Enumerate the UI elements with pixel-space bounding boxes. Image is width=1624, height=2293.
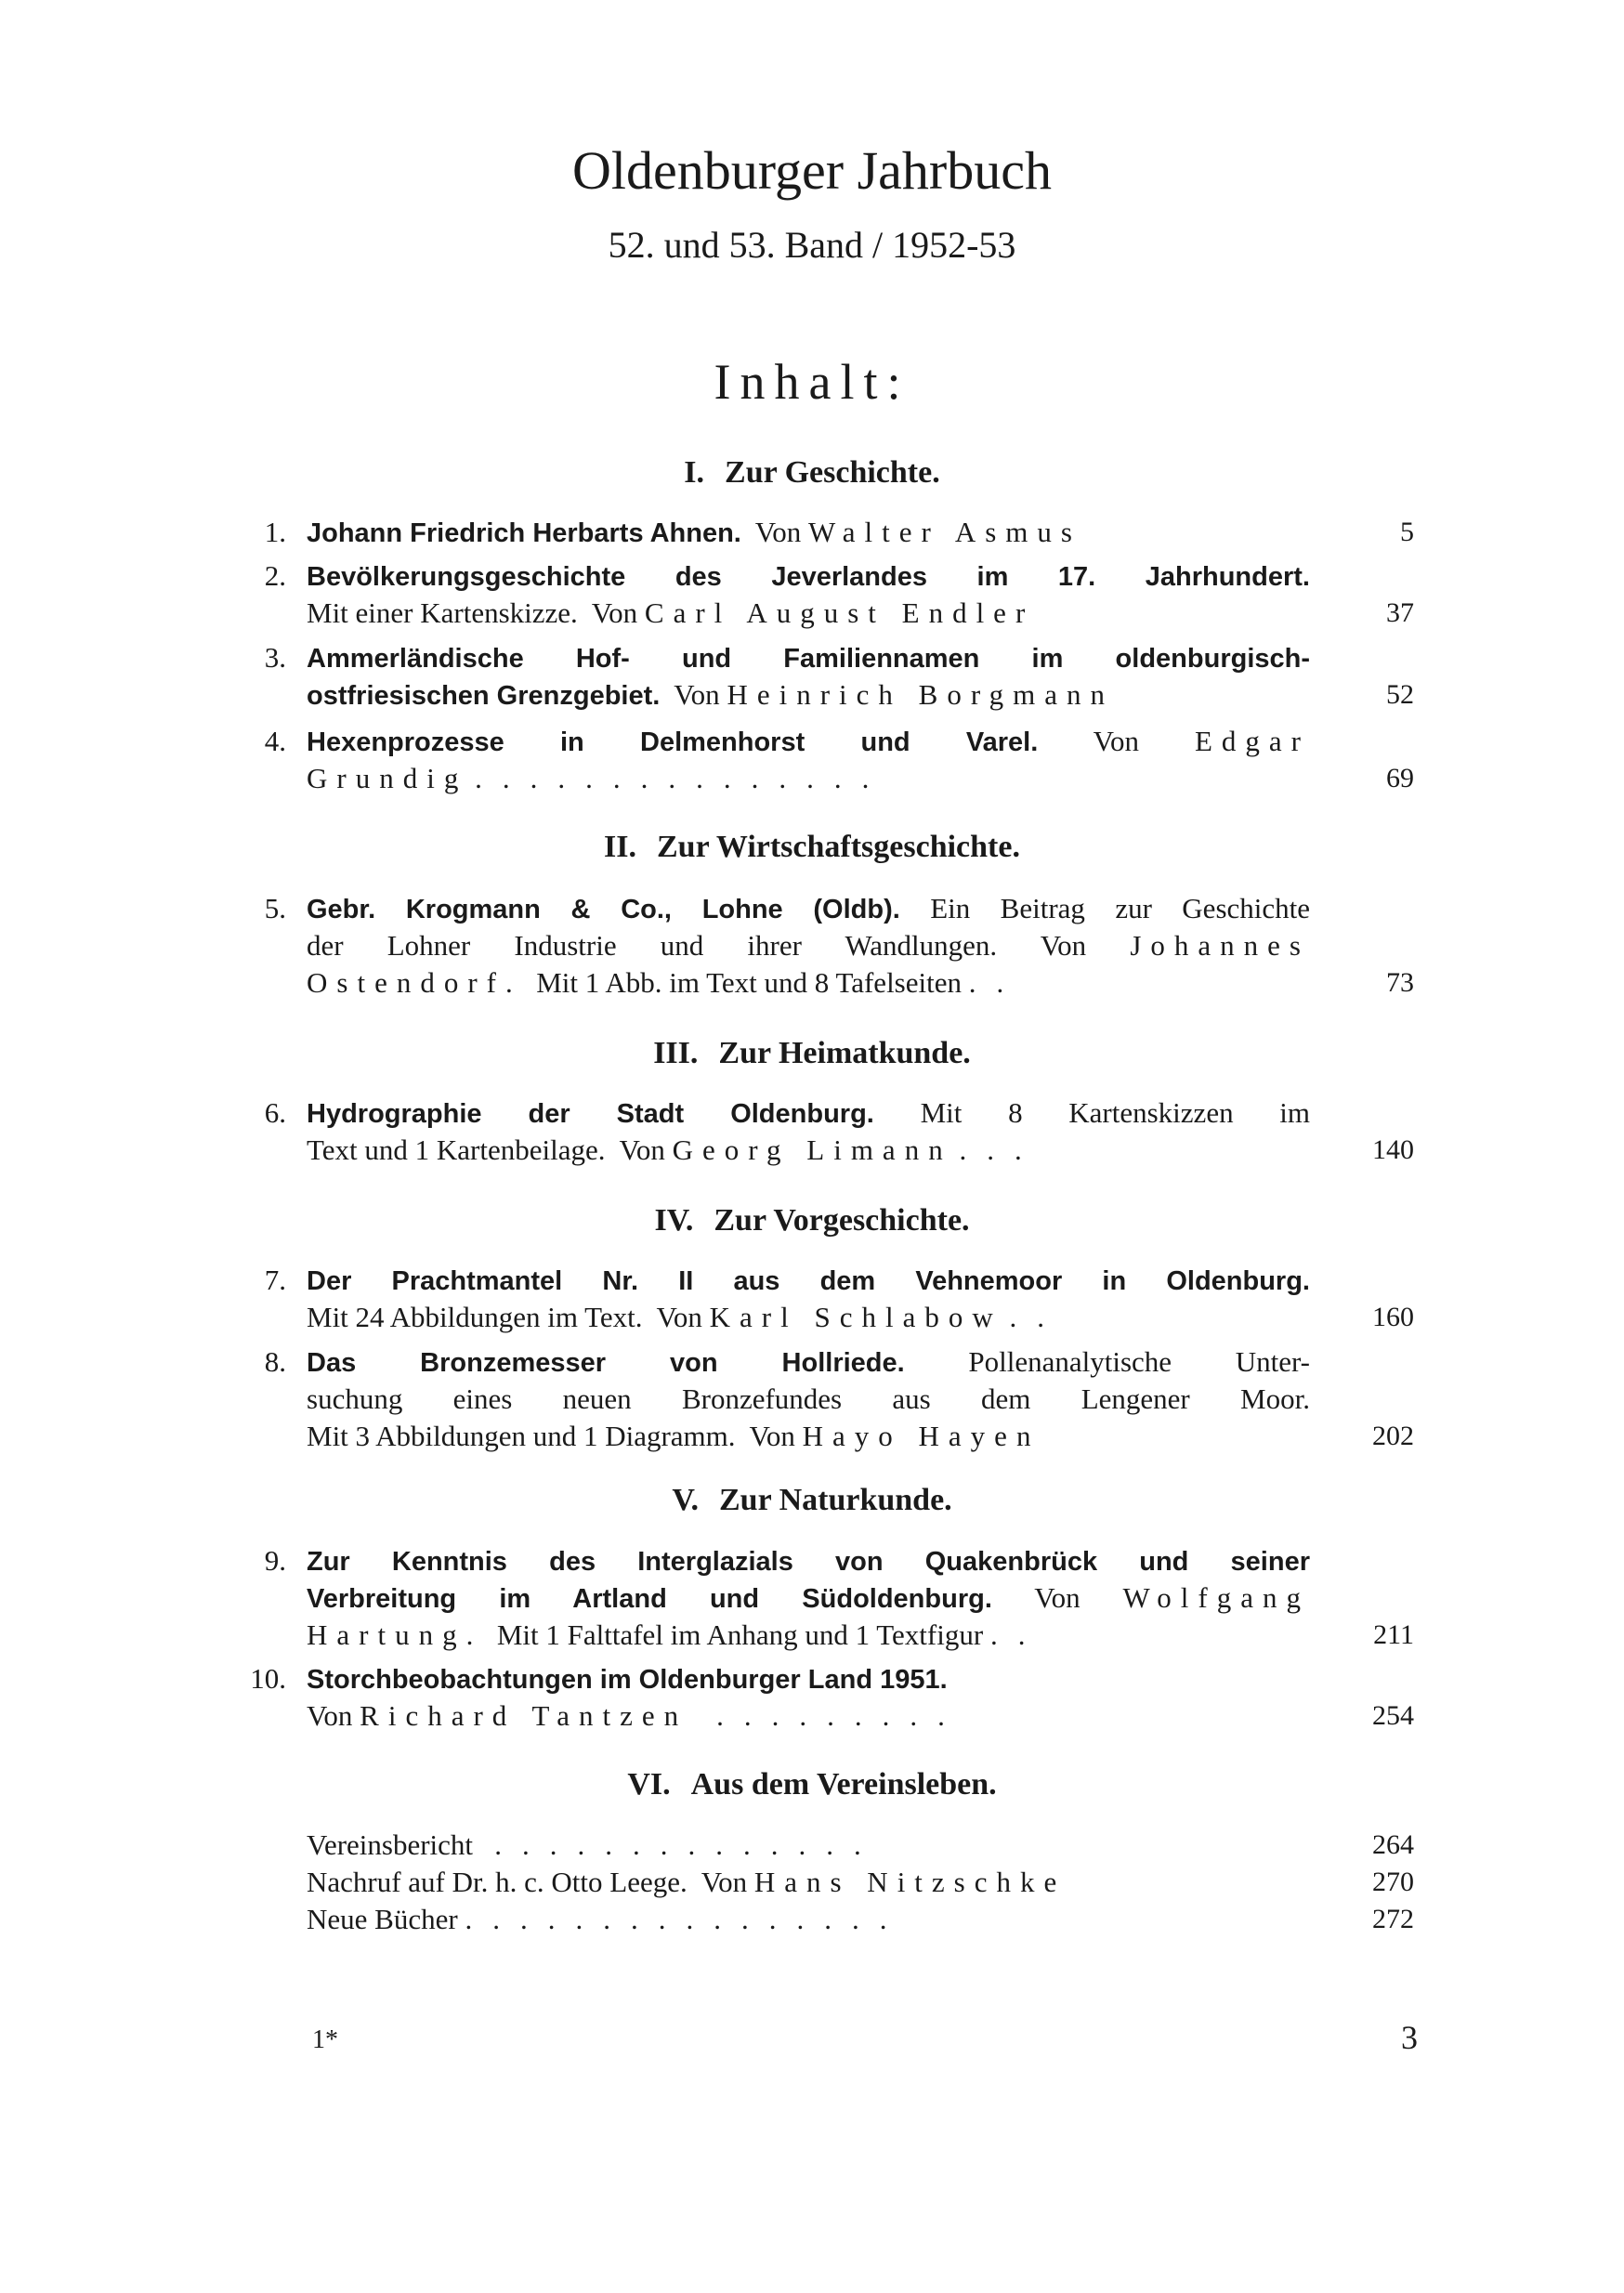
entry-number: 9. <box>264 1544 286 1577</box>
page-ref: 52 <box>1386 679 1414 710</box>
entry-number: 7. <box>264 1264 286 1296</box>
page-ref: 37 <box>1386 597 1414 628</box>
toc-entry[interactable]: Johann Friedrich Herbarts Ahnen. Von Walter Asmus <box>307 516 1081 548</box>
journal-title: Oldenburger Jahrbuch <box>572 140 1052 201</box>
signature-mark: 1* <box>312 2025 338 2054</box>
verein-entry[interactable]: Neue Bücher ................ <box>307 1903 908 1935</box>
section-heading: II. Zur Wirtschaftsgeschichte. <box>604 830 1020 864</box>
toc-entry-detail: Mit 24 Abbildungen im Text. Von Karl Schlabow .. <box>307 1301 1065 1333</box>
page-ref: 264 <box>1372 1829 1414 1860</box>
page-ref: 270 <box>1372 1867 1414 1897</box>
section-heading: IV. Zur Vorgeschichte. <box>654 1203 970 1238</box>
section-heading: VI. Aus dem Vereinsleben. <box>627 1767 997 1802</box>
entry-number: 2. <box>264 559 286 592</box>
entry-number: 8. <box>264 1345 286 1378</box>
entry-number: 3. <box>264 641 286 674</box>
page-ref: 140 <box>1372 1134 1414 1165</box>
toc-entry-detail: Grundig ............... <box>307 762 890 794</box>
section-heading: I. Zur Geschichte. <box>684 455 940 490</box>
toc-entry-detail: Verbreitung im Artland und Südoldenburg. Von Wolfgang <box>307 1581 1310 1614</box>
page-ref: 254 <box>1372 1700 1414 1731</box>
toc-entry-detail: ostfriesischen Grenzgebiet. Von Heinrich Borgmann <box>307 678 1114 711</box>
page-ref: 211 <box>1373 1619 1414 1650</box>
toc-entry-detail: Von Richard Tantzen ......... <box>307 1699 965 1732</box>
toc-entry-title[interactable]: Ammerländische Hof- und Familiennamen im oldenburgisch- <box>307 644 1310 674</box>
toc-entry-title[interactable]: Gebr. Krogmann & Co., Lohne (Oldb). Ein Beitrag zur Geschichte <box>307 892 1311 924</box>
toc-entry-detail: suchung eines neuen Bronzefundes aus dem Lengener Moor. <box>307 1382 1310 1415</box>
entry-number: 10. <box>250 1662 286 1695</box>
page-ref: 160 <box>1372 1302 1414 1332</box>
page-ref: 73 <box>1386 967 1414 998</box>
entry-number: 6. <box>264 1096 286 1129</box>
toc-entry-title[interactable]: Hexenprozesse in Delmenhorst und Varel. Von Edgar <box>307 725 1310 757</box>
toc-entry-title[interactable]: Storchbeobachtungen im Oldenburger Land 1951. <box>307 1665 948 1695</box>
toc-entry-detail: Ostendorf. Mit 1 Abb. im Text und 8 Tafelseiten .. <box>307 966 1025 999</box>
section-heading: V. Zur Naturkunde. <box>672 1483 952 1517</box>
toc-entry-detail: Mit einer Kartenskizze. Von Carl August Endler <box>307 596 1035 629</box>
contents-heading: Inhalt: <box>714 354 910 410</box>
page-ref: 69 <box>1386 763 1414 793</box>
entry-number: 5. <box>264 892 286 924</box>
page-number: 3 <box>1401 2019 1418 2056</box>
toc-entry-title[interactable]: Der Prachtmantel Nr. II aus dem Vehnemoor in Oldenburg. <box>307 1266 1310 1296</box>
toc-entry-detail: Hartung. Mit 1 Falttafel im Anhang und 1 Textfigur .. <box>307 1618 1046 1651</box>
toc-entry-title[interactable]: Bevölkerungsgeschichte des Jeverlandes im 17. Jahrhundert. <box>307 562 1310 592</box>
toc-entry-title[interactable]: Hydrographie der Stadt Oldenburg. Mit 8 Kartenskizzen im <box>307 1096 1311 1129</box>
page-ref: 202 <box>1372 1421 1414 1451</box>
toc-entry-detail: Mit 3 Abbildungen und 1 Diagramm. Von Hayo Hayen <box>307 1420 1041 1452</box>
toc-entry-detail: der Lohner Industrie und ihrer Wandlungen. Von Johannes <box>307 929 1310 962</box>
verein-entry[interactable]: Nachruf auf Dr. h. c. Otto Leege. Von Hans Nitzschke <box>307 1866 1067 1898</box>
toc-entry-detail: Text und 1 Kartenbeilage. Von Georg Limann ... <box>307 1133 1042 1166</box>
verein-entry[interactable]: Vereinsbericht .............. <box>307 1828 882 1861</box>
entry-number: 1. <box>264 516 286 548</box>
toc-entry-title[interactable]: Zur Kenntnis des Interglazials von Quakenbrück und seiner <box>307 1547 1310 1577</box>
page-ref: 272 <box>1372 1904 1414 1934</box>
page-ref: 5 <box>1400 517 1414 547</box>
volume-subtitle: 52. und 53. Band / 1952-53 <box>608 224 1016 266</box>
toc-entry-title[interactable]: Das Bronzemesser von Hollriede. Pollenanalytische Unter- <box>307 1345 1310 1378</box>
entry-number: 4. <box>264 725 286 757</box>
section-heading: III. Zur Heimatkunde. <box>653 1036 971 1070</box>
